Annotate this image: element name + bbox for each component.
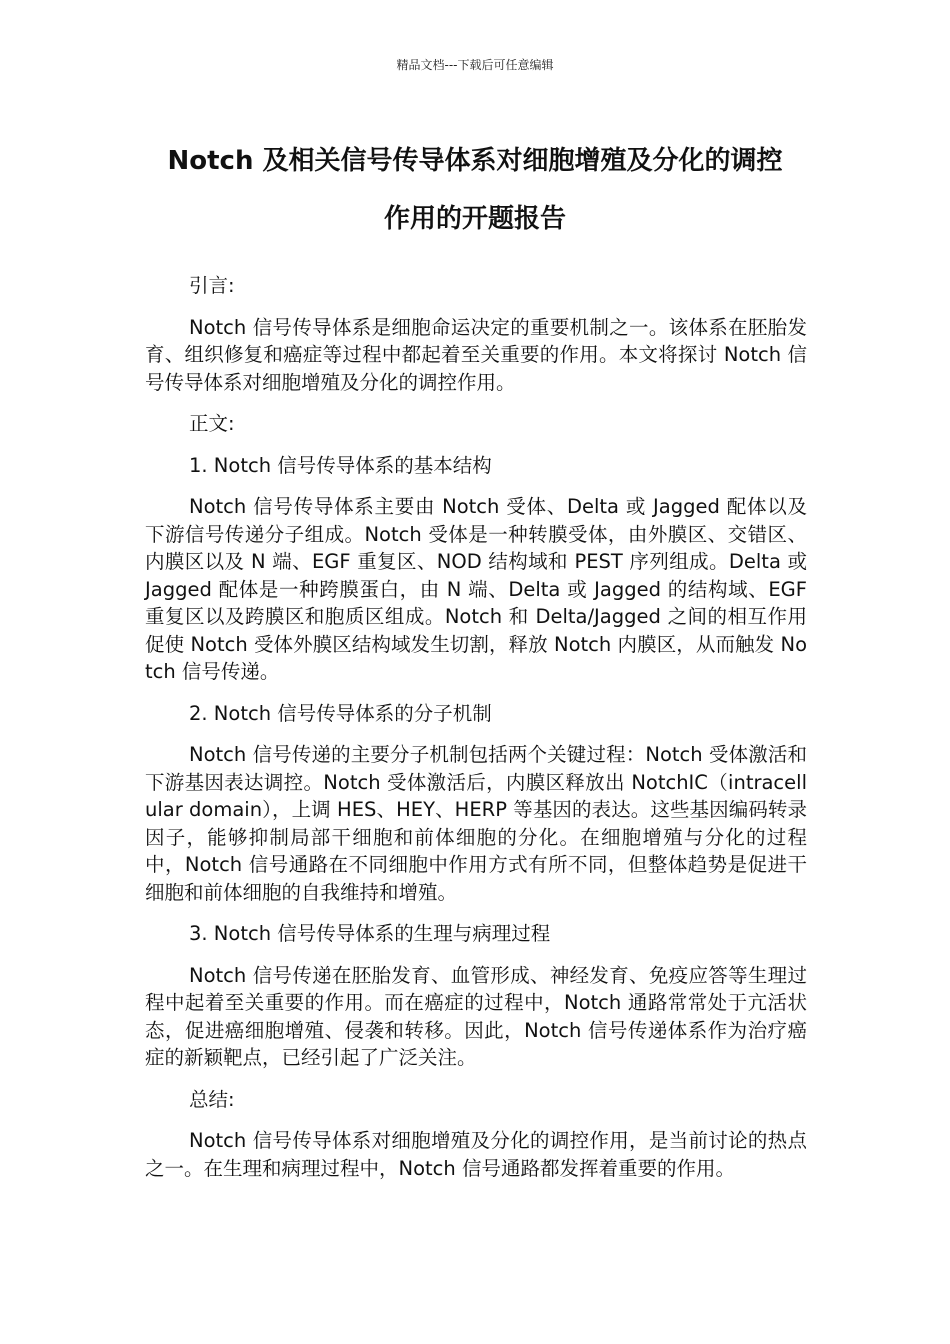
- title-line-1: Notch 及相关信号传导体系对细胞增殖及分化的调控: [167, 146, 783, 176]
- intro-heading: 引言:: [189, 274, 235, 297]
- intro-paragraph: Notch 信号传导体系是细胞命运决定的重要机制之一。该体系在胚胎发育、组织修复和癌症等过程中都起着至关重要的作用。本文将探讨 Notch 信号传导体系对细胞增殖及分化的调控作用。: [145, 315, 807, 394]
- section-1-paragraph: Notch 信号传导体系主要由 Notch 受体、Delta 或 Jagged 配体以及下游信号传递分子组成。Notch 受体是一种转膜受体，由外膜区、交错区、内膜区以及 N 端、EGF 重复区、NOD 结构域和 PEST 序列组成。Delta 或 Jagged 配体是一种跨膜蛋白，由 N 端、Delta 或 Jagged 的结构域、EGF 重复区以及跨膜区和胞质区组成。Notch 和 Delta/Jagged 之间的相互作用促使 Notch 受体外膜区结构域发生切割，释放 Notch 内膜区，从而触发 Notch 信号传递。: [145, 495, 807, 683]
- section-1-heading: 1. Notch 信号传导体系的基本结构: [189, 453, 492, 477]
- section-3-heading: 3. Notch 信号传导体系的生理与病理过程: [189, 922, 551, 945]
- document-title: [120, 132, 830, 248]
- section-3-paragraph: Notch 信号传递在胚胎发育、血管形成、神经发育、免疫应答等生理过程中起着至关重要的作用。而在癌症的过程中，Notch 通路常常处于亢活状态，促进癌细胞增殖、侵袭和转移。因此，Notch 信号传递体系作为治疗癌症的新颖靶点，已经引起了广泛关注。: [145, 963, 807, 1069]
- summary-heading: 总结:: [189, 1087, 235, 1111]
- body-heading: 正文:: [189, 412, 235, 435]
- document-body: [145, 272, 807, 1182]
- page-header-watermark: 精品文档---下载后可任意编辑: [396, 58, 554, 72]
- section-2-paragraph: Notch 信号传递的主要分子机制包括两个关键过程：Notch 受体激活和下游基因表达调控。Notch 受体激活后，内膜区释放出 NotchIC（intracellular domain），上调 HES、HEY、HERP 等基因的表达。这些基因编码转录因子，能够抑制局部干细胞和前体细胞的分化。在细胞增殖与分化的过程中，Notch 信号通路在不同细胞中作用方式有所不同，但整体趋势是促进干细胞和前体细胞的自我维持和增殖。: [145, 743, 807, 904]
- summary-paragraph: Notch 信号传导体系对细胞增殖及分化的调控作用，是当前讨论的热点之一。在生理和病理过程中，Notch 信号通路都发挥着重要的作用。: [145, 1129, 807, 1180]
- title-line-2: 作用的开题报告: [383, 204, 566, 234]
- section-2-heading: 2. Notch 信号传导体系的分子机制: [189, 701, 492, 725]
